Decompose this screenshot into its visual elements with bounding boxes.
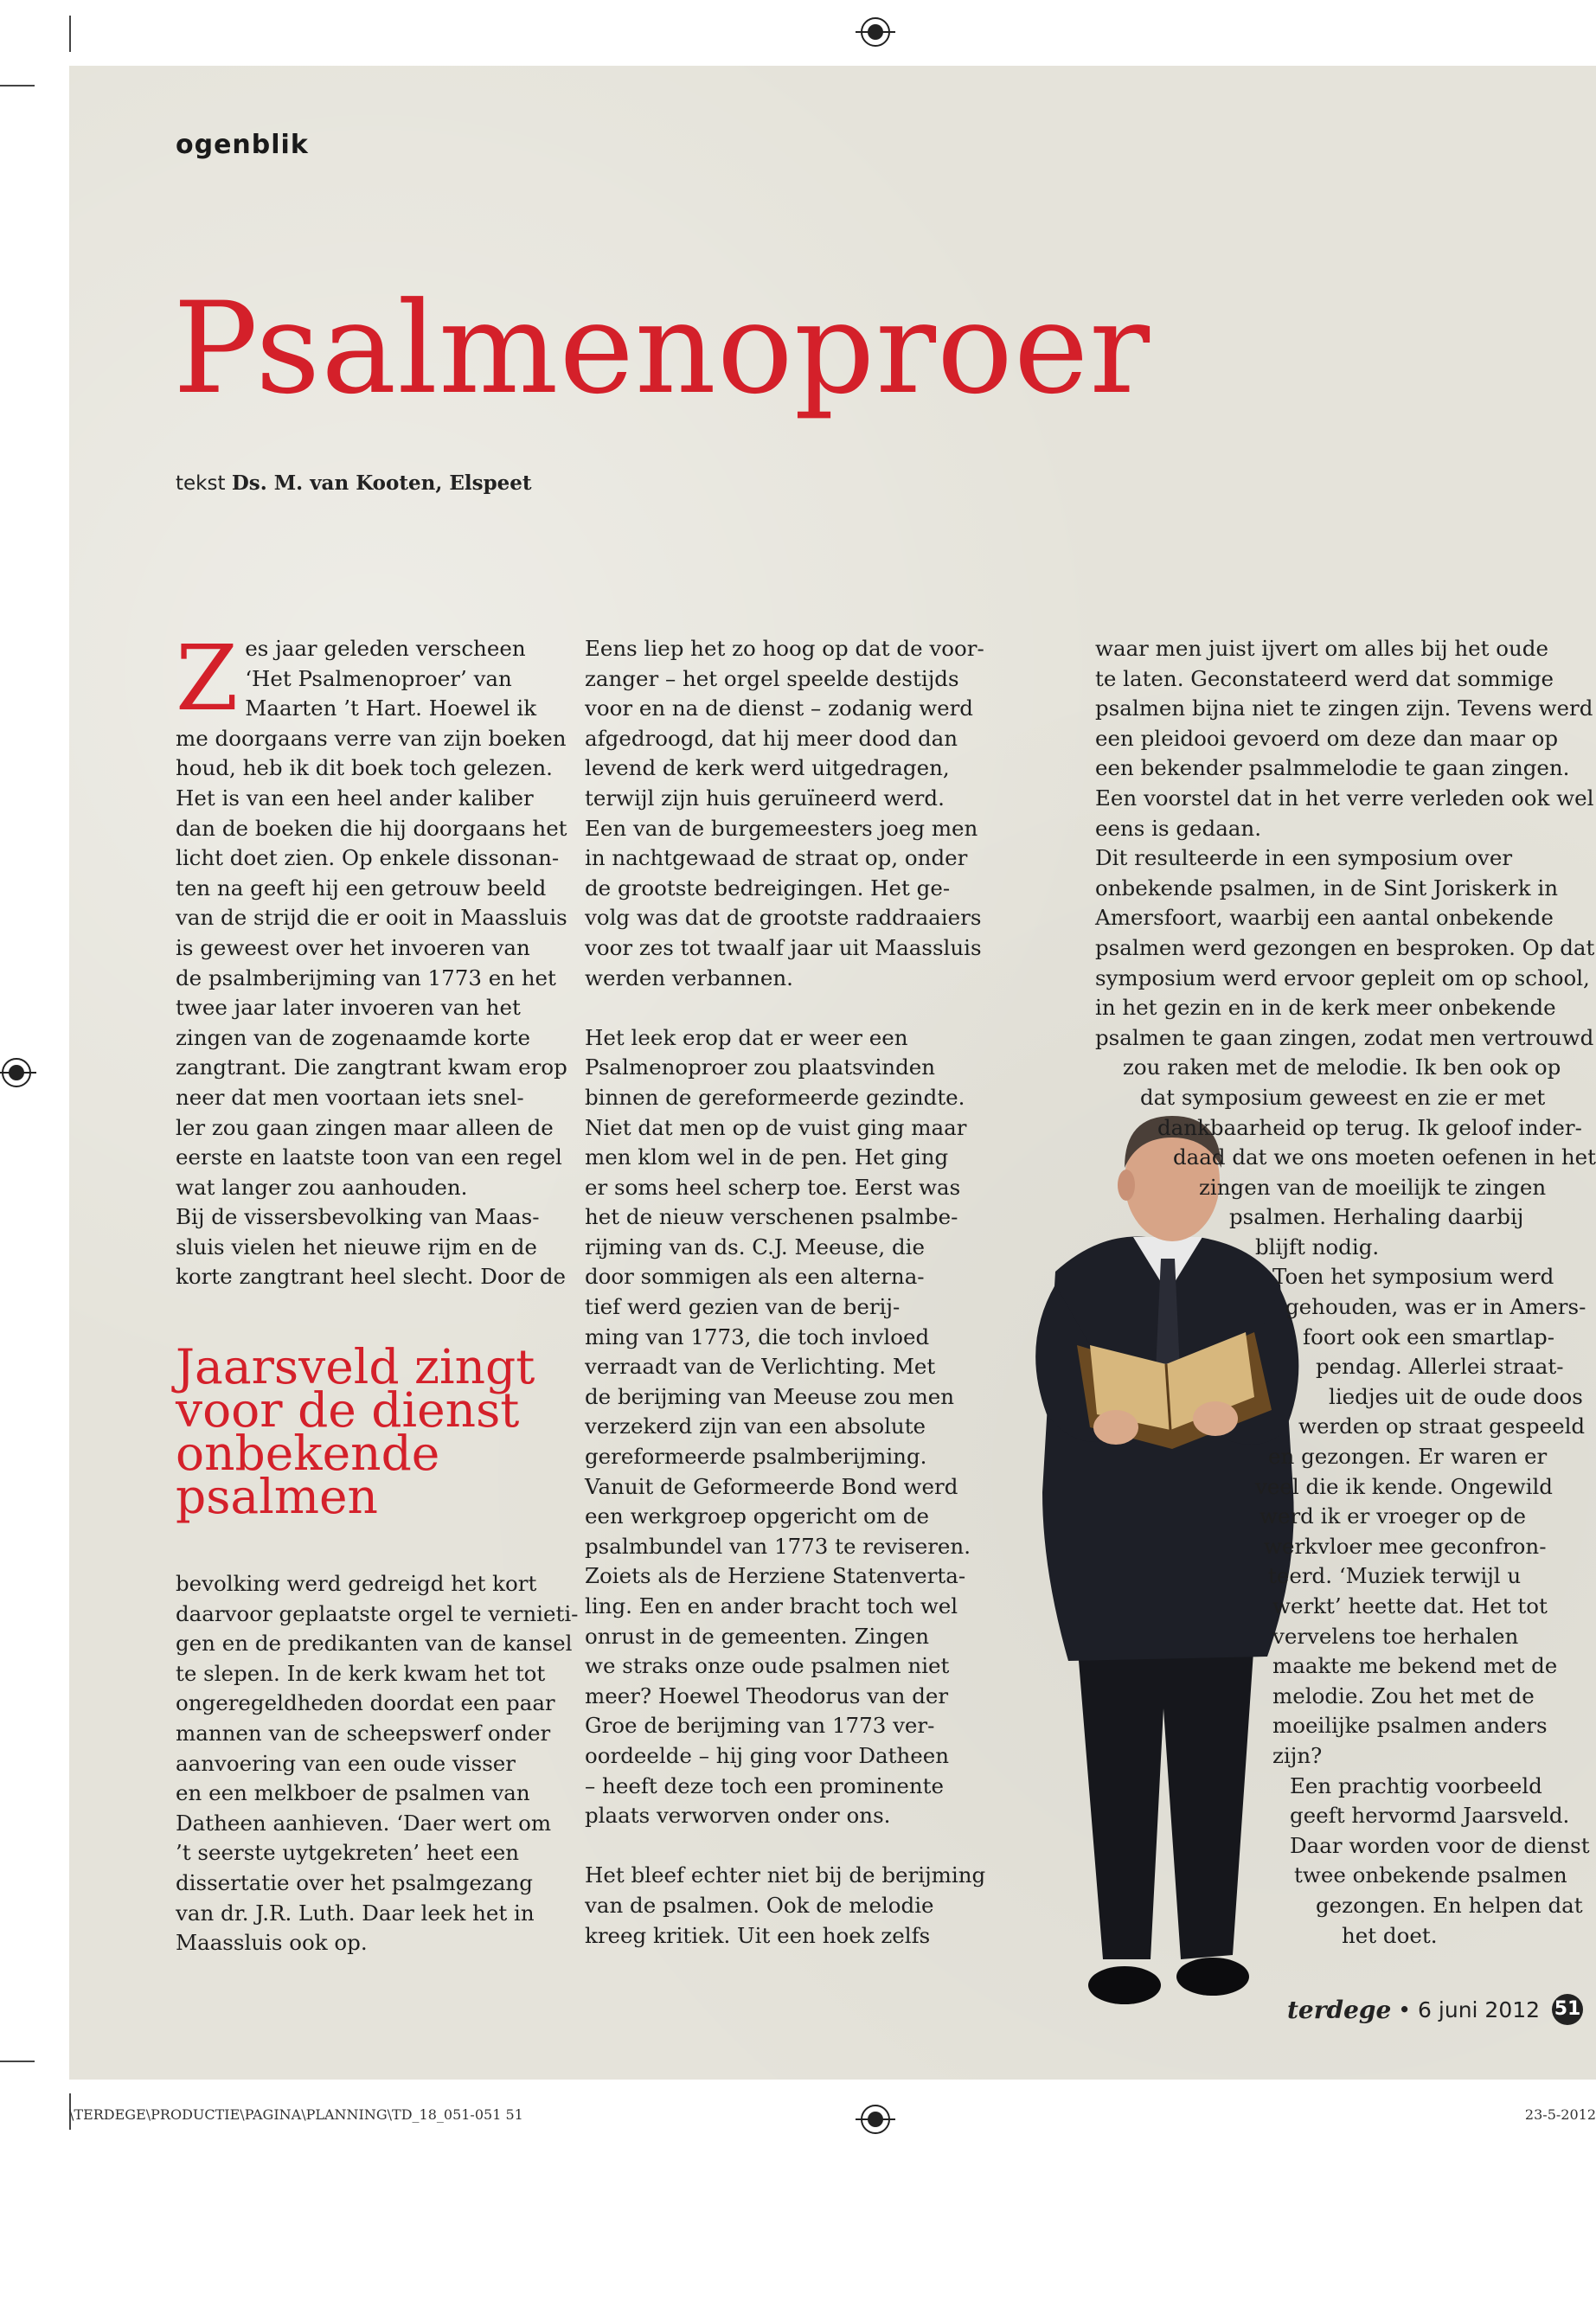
crop-mark-bottom-left-horizontal: [0, 2061, 35, 2062]
text-line: ‘Het Psalmenoproer’ van: [245, 665, 512, 691]
text-line: werden verbannen.: [585, 965, 793, 990]
text-line: te slepen. In de kerk kwam het tot: [176, 1660, 546, 1686]
text-line: zanger – het orgel speelde destijds: [585, 665, 959, 691]
text-line: veel die ik kende. Ongewild: [1255, 1473, 1553, 1499]
pull-quote-line: onbekende: [176, 1426, 440, 1481]
text-line: Maarten ’t Hart. Hoewel ik: [245, 695, 537, 721]
drop-cap: Z: [176, 625, 239, 731]
text-line: terwijl zijn huis geruïneerd werd.: [585, 785, 945, 811]
text-line: werden op straat gespeeld: [1298, 1413, 1586, 1439]
text-line: vervelens toe herhalen: [1272, 1623, 1519, 1649]
right-shoe: [1176, 1958, 1249, 1996]
byline-label: tekst: [176, 472, 226, 495]
text-line: aanvoering van een oude visser: [176, 1750, 516, 1776]
text-line: Het bleef echter niet bij de berijming: [585, 1862, 986, 1888]
text-line: in nachtgewaad de straat op, onder: [585, 845, 968, 871]
text-line: melodie. Zou het met de: [1272, 1682, 1535, 1708]
text-line: geeft hervormd Jaarsveld.: [1290, 1803, 1570, 1829]
text-line: in het gezin en in de kerk meer onbekende: [1095, 995, 1556, 1021]
text-line: korte zangtrant heel slecht. Door de: [176, 1264, 567, 1290]
text-line: het de nieuw verschenen psalmbe-: [585, 1204, 958, 1230]
registration-mark-left-icon: [2, 1058, 31, 1087]
text-line: dissertatie over het psalmgezang: [176, 1869, 533, 1895]
text-line: Eens liep het zo hoog op dat de voor-: [585, 636, 984, 661]
byline: [176, 471, 532, 495]
text-line: [585, 993, 965, 1023]
text-line: gehouden, was er in Amers-: [1285, 1294, 1586, 1320]
text-line: Een voorstel dat in het verre verleden ook wel: [1095, 785, 1594, 811]
text-line: licht doet zien. Op enkele dissonan-: [176, 845, 560, 871]
text-line: neer dat men voortaan iets snel-: [176, 1084, 524, 1110]
text-line: tief werd gezien van de berij-: [585, 1294, 901, 1320]
text-line: rijming van ds. C.J. Meeuse, die: [585, 1234, 925, 1259]
text-line: is geweest over het invoeren van: [176, 934, 530, 960]
text-line: kreeg kritiek. Uit een hoek zelfs: [585, 1922, 931, 1948]
text-line: zangtrant. Die zangtrant kwam erop: [176, 1054, 567, 1080]
text-line: psalmen te gaan zingen, zodat men vertrouwd: [1095, 1024, 1594, 1050]
section-label: ogenblik: [176, 130, 309, 160]
text-line: verzekerd zijn van een absolute: [585, 1413, 926, 1439]
text-line: daarvoor geplaatste orgel te vernieti-: [176, 1600, 579, 1626]
text-line: meer? Hoewel Theodorus van der: [585, 1682, 949, 1708]
text-line: onrust in de gemeenten. Zingen: [585, 1623, 930, 1649]
text-line: – heeft deze toch een prominente: [585, 1772, 944, 1798]
text-line: dan de boeken die hij doorgaans het: [176, 815, 567, 841]
text-line: gen en de predikanten van de kansel: [176, 1631, 573, 1657]
registration-mark-top-icon: [861, 17, 890, 47]
text-line: door sommigen als een alterna-: [585, 1264, 925, 1290]
text-line: moeilijke psalmen anders: [1272, 1713, 1548, 1739]
file-slug: \TERDEGE\PRODUCTIE\PAGINA\PLANNING\TD_18_051-051 51: [69, 2106, 523, 2123]
text-line: foort ook een smartlap-: [1303, 1324, 1554, 1349]
text-line: houd, heb ik dit boek toch gelezen.: [176, 755, 553, 781]
text-line: blijft nodig.: [1255, 1234, 1380, 1259]
text-line: ler zou gaan zingen maar alleen de: [176, 1114, 554, 1140]
crop-mark-top-left-vertical: [69, 16, 71, 52]
slug-date: 23-5-2012: [1524, 2106, 1596, 2123]
column-1-top: [176, 625, 567, 1292]
pull-quote-line: psalmen: [176, 1469, 378, 1524]
text-line: sluis vielen het nieuwe rijm en de: [176, 1234, 537, 1259]
text-line: liedjes uit de oude doos: [1329, 1383, 1583, 1409]
text-line: zou raken met de melodie. Ik ben ook op: [1123, 1054, 1561, 1080]
text-line: we straks onze oude psalmen niet: [585, 1653, 950, 1679]
text-line: de psalmberijming van 1773 en het: [176, 965, 556, 990]
text-line: teerd. ‘Muziek terwijl u: [1268, 1563, 1522, 1589]
text-line: Een van de burgemeesters joeg men: [585, 815, 978, 841]
text-line: verraadt van de Verlichting. Met: [585, 1354, 936, 1380]
text-line: Maassluis ook op.: [176, 1930, 368, 1956]
text-line: volg was dat de grootste raddraaiers: [585, 905, 982, 931]
text-line: zingen van de moeilijk te zingen: [1199, 1174, 1547, 1200]
byline-author: Ds. M. van Kooten, Elspeet: [231, 471, 532, 495]
text-line: psalmen bijna niet te zingen zijn. Tevens werd: [1095, 695, 1593, 721]
text-line: Datheen aanhieven. ‘Daer wert om: [176, 1810, 552, 1836]
text-line: dat symposium geweest en zie er met: [1140, 1084, 1546, 1110]
text-line: van de strijd die er ooit in Maassluis: [176, 905, 567, 931]
pull-quote-line: voor de dienst: [176, 1382, 520, 1438]
text-line: de grootste bedreigingen. Het ge-: [585, 875, 951, 901]
text-line: ling. Een en ander bracht toch wel: [585, 1593, 958, 1618]
footer-separator: •: [1398, 1997, 1412, 2022]
text-line: een bekender psalmmelodie te gaan zingen.: [1095, 755, 1570, 781]
text-line: Groe de berijming van 1773 ver-: [585, 1713, 935, 1739]
text-line: werd ik er vroeger op de: [1259, 1503, 1527, 1529]
text-line: Het is van een heel ander kaliber: [176, 785, 534, 811]
text-line: het doet.: [1342, 1922, 1438, 1948]
text-line: Een prachtig voorbeeld: [1290, 1772, 1542, 1798]
text-line: oordeelde – hij ging voor Datheen: [585, 1742, 949, 1768]
text-line: dankbaarheid op terug. Ik geloof inder-: [1157, 1114, 1582, 1140]
text-line: voor en na de dienst – zodanig werd: [585, 695, 973, 721]
text-line: symposium werd ervoor gepleit om op school,: [1095, 965, 1590, 990]
text-line: van de psalmen. Ook de melodie: [585, 1892, 934, 1918]
text-line: Zoiets als de Herziene Statenverta-: [585, 1563, 966, 1589]
text-line: Daar worden voor de dienst: [1290, 1832, 1590, 1858]
text-line: waar men juist ijvert om alles bij het oude: [1095, 636, 1548, 661]
text-line: werkvloer mee geconfron-: [1264, 1533, 1547, 1559]
pull-quote: [176, 1339, 591, 1524]
page-footer: [1287, 1994, 1583, 2025]
text-line: es jaar geleden verscheen: [245, 636, 526, 661]
text-line: er soms heel scherp toe. Eerst was: [585, 1174, 961, 1200]
page-number: 51: [1552, 1994, 1583, 2025]
text-line: wat langer zou aanhouden.: [176, 1174, 468, 1200]
text-line: eerste en laatste toon van een regel: [176, 1144, 562, 1170]
text-line: ’t seerste uytgekreten’ heet een: [176, 1840, 520, 1866]
text-line: te laten. Geconstateerd werd dat sommige: [1095, 665, 1554, 691]
text-line: onbekende psalmen, in de Sint Joriskerk in: [1095, 875, 1558, 901]
text-line: voor zes tot twaalf jaar uit Maassluis: [585, 934, 982, 960]
text-line: psalmen. Herhaling daarbij: [1229, 1204, 1524, 1230]
text-line: een pleidooi gevoerd om deze dan maar op: [1095, 725, 1559, 751]
left-shoe: [1088, 1966, 1161, 2004]
text-line: psalmbundel van 1773 te reviseren.: [585, 1533, 971, 1559]
text-line: Niet dat men op de vuist ging maar: [585, 1114, 967, 1140]
text-line: ten na geeft hij een getrouw beeld: [176, 875, 547, 901]
text-line: [585, 1831, 965, 1862]
column-2: [585, 634, 986, 1951]
text-line: van dr. J.R. Luth. Daar leek het in: [176, 1900, 535, 1926]
text-line: men klom wel in de pen. Het ging: [585, 1144, 949, 1170]
text-line: afgedroogd, dat hij meer dood dan: [585, 725, 958, 751]
issue-date: 6 juni 2012: [1418, 1997, 1541, 2022]
text-line: me doorgaans verre van zijn boeken: [176, 725, 567, 751]
text-line: werkt’ heette dat. Het tot: [1272, 1593, 1548, 1618]
text-line: daad dat we ons moeten oefenen in het: [1173, 1144, 1596, 1170]
text-line: pendag. Allerlei straat-: [1316, 1354, 1564, 1380]
text-line: gezongen. En helpen dat: [1316, 1892, 1583, 1918]
text-line: Amersfoort, waarbij een aantal onbekende: [1095, 905, 1554, 931]
text-line: levend de kerk werd uitgedragen,: [585, 755, 950, 781]
text-line: Toen het symposium werd: [1272, 1264, 1554, 1290]
column-1-bottom: [176, 1569, 579, 1958]
text-line: bevolking werd gedreigd het kort: [176, 1571, 537, 1596]
crop-mark-top-left-horizontal: [0, 85, 35, 87]
text-line: maakte me bekend met de: [1272, 1653, 1558, 1679]
text-line: eens is gedaan.: [1095, 815, 1261, 841]
text-line: zingen van de zogenaamde korte: [176, 1024, 530, 1050]
text-line: een werkgroep opgericht om de: [585, 1503, 929, 1529]
magazine-brand: terdege: [1287, 1995, 1392, 2024]
text-line: plaats verworven onder ons.: [585, 1803, 891, 1829]
text-line: twee jaar later invoeren van het: [176, 995, 521, 1021]
text-line: ming van 1773, die toch invloed: [585, 1324, 930, 1349]
pull-quote-line: Jaarsveld zingt: [176, 1339, 535, 1394]
text-line: Vanuit de Geformeerde Bond werd: [585, 1473, 958, 1499]
registration-mark-bottom-icon: [861, 2105, 890, 2134]
text-line: ongeregeldheden doordat een paar: [176, 1690, 555, 1716]
text-line: Bij de vissersbevolking van Maas-: [176, 1204, 540, 1230]
article-title: Psalmenoproer: [173, 275, 1151, 422]
text-line: gereformeerde psalmberijming.: [585, 1444, 927, 1470]
text-line: binnen de gereformeerde gezindte.: [585, 1084, 965, 1110]
text-line: mannen van de scheepswerf onder: [176, 1720, 551, 1746]
text-line: de berijming van Meeuse zou men: [585, 1383, 955, 1409]
text-line: zijn?: [1272, 1742, 1323, 1768]
text-line: Psalmenoproer zou plaatsvinden: [585, 1054, 936, 1080]
text-line: en een melkboer de psalmen van: [176, 1780, 530, 1806]
column-3: [1095, 634, 1596, 1951]
text-line: psalmen werd gezongen en besproken. Op dat: [1095, 934, 1595, 960]
text-line: Dit resulteerde in een symposium over: [1095, 845, 1513, 871]
text-line: en gezongen. Er waren er: [1268, 1444, 1548, 1470]
text-line: twee onbekende psalmen: [1294, 1862, 1567, 1888]
text-line: Het leek erop dat er weer een: [585, 1024, 908, 1050]
